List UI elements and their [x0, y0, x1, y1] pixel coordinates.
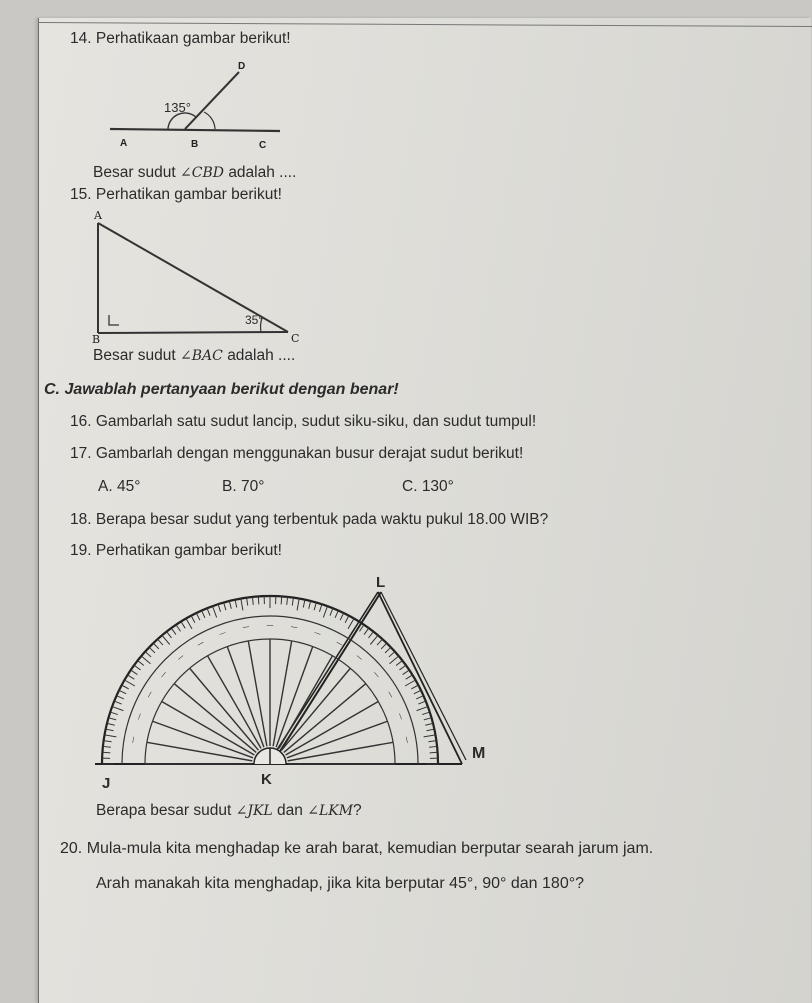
protractor-tick — [319, 604, 321, 612]
q20-value-1: 45° — [449, 875, 474, 892]
protractor-tick — [196, 613, 200, 620]
q20-value-3: 180° — [542, 875, 576, 892]
q15-label-C: C — [291, 332, 300, 345]
q19-label-K: K — [261, 771, 272, 788]
protractor-scale-mark: — — [334, 638, 345, 649]
protractor-tick — [297, 599, 299, 611]
protractor-tick — [411, 685, 418, 689]
protractor-tick — [104, 741, 112, 742]
protractor-scale-mark: — — [354, 652, 365, 663]
q19-number: 19. — [70, 542, 92, 559]
protractor-tick — [241, 599, 243, 611]
protractor-tick — [218, 604, 220, 612]
q17-option-a-label: A. — [98, 478, 113, 495]
protractor-tick — [258, 596, 259, 604]
q20-number: 20. — [60, 840, 83, 857]
protractor-tick — [117, 696, 124, 699]
protractor-tick — [396, 661, 402, 666]
protractor-tick — [106, 729, 114, 731]
q16-number: 16. — [70, 413, 92, 430]
q19-angle-1: ∠JKL — [235, 803, 273, 819]
protractor-tick — [292, 598, 293, 606]
q19-question-mid: dan — [277, 802, 303, 819]
protractor-tick — [114, 701, 121, 704]
protractor-tick — [340, 613, 344, 620]
protractor-tick — [122, 685, 129, 689]
q19-prompt: Perhatikan gambar berikut! — [95, 542, 282, 559]
protractor-tick — [229, 601, 231, 609]
protractor-tick — [303, 600, 305, 608]
protractor-tick — [345, 616, 349, 623]
protractor-tick — [138, 661, 144, 666]
q18-number: 18. — [70, 511, 92, 528]
q19-label-J: J — [102, 775, 111, 792]
q17-number: 17. — [70, 445, 92, 462]
q19-label-M: M — [472, 745, 486, 762]
protractor-tick — [181, 622, 185, 629]
protractor-tick — [112, 707, 123, 711]
q15-prompt: Perhatikan gambar berikut! — [95, 186, 282, 203]
protractor-scale-mark: — — [128, 735, 138, 745]
protractor-scale-mark: — — [241, 622, 251, 632]
q17-option-c-label: C. — [402, 478, 418, 495]
q15-angle-value: 35° — [245, 313, 264, 327]
protractor-tick — [417, 707, 428, 711]
q14-question-tail: adalah .... — [228, 164, 297, 181]
protractor-scale-mark: — — [371, 669, 382, 680]
protractor-tick — [429, 746, 437, 747]
q15-question-angle: ∠BAC — [180, 348, 223, 364]
protractor-tick — [418, 701, 425, 704]
protractor-tick — [314, 603, 316, 611]
protractor-tick — [141, 656, 150, 664]
q18-body: Berapa besar sudut yang terbentuk pada waktu pukul 18.00 WIB? — [95, 511, 549, 528]
protractor-scale-mark: — — [266, 621, 274, 629]
protractor-tick — [309, 601, 311, 609]
protractor-tick — [102, 752, 110, 753]
q20-line1 — [60, 840, 653, 858]
protractor-tick — [167, 632, 172, 638]
q14-label-C: C — [259, 140, 267, 151]
protractor-tick — [389, 652, 395, 657]
protractor-tick — [281, 596, 282, 604]
protractor-scale-mark: — — [217, 628, 228, 639]
protractor-tick — [323, 606, 327, 617]
q20-line2-tail: ? — [575, 875, 585, 892]
protractor-tick — [235, 600, 237, 608]
q20-line2-mid: dan — [510, 875, 538, 892]
q17-body: Gambarlah dengan menggunakan busur derajat sudut berikut! — [95, 445, 524, 462]
protractor-tick — [430, 752, 438, 753]
protractor-tick — [149, 647, 155, 653]
protractor-tick — [207, 608, 210, 615]
q15-label-A: A — [94, 209, 102, 222]
q20-line2: Arah manakah kita menghadap, jika kita berputar 45°, 90° dan 180°? — [96, 875, 585, 892]
protractor-tick — [416, 696, 423, 699]
protractor-tick — [171, 628, 176, 634]
protractor-tick — [370, 635, 378, 644]
protractor-tick — [107, 723, 115, 725]
protractor-tick — [191, 616, 195, 623]
q14-angle-value: 135° — [164, 100, 191, 115]
protractor-tick — [176, 625, 180, 632]
protractor-tick — [335, 611, 338, 618]
protractor-tick — [110, 712, 118, 714]
protractor-tick — [287, 597, 288, 605]
q17-option-b-value: 70° — [240, 478, 265, 495]
q20-value-2: 90° — [482, 875, 507, 892]
protractor-tick — [105, 735, 117, 737]
protractor-scale-mark: — — [175, 652, 186, 663]
protractor-scale-mark: — — [289, 622, 299, 632]
q14-label-B: B — [191, 139, 199, 150]
protractor-scale-mark: — — [144, 689, 155, 700]
q19-question — [96, 802, 362, 820]
protractor-tick — [405, 680, 415, 686]
q14-question-angle: ∠CBD — [180, 165, 224, 181]
protractor-tick — [385, 647, 391, 653]
q14-label-D: D — [238, 61, 246, 72]
protractor-tick — [330, 608, 333, 615]
protractor-tick — [427, 729, 435, 731]
protractor-tick — [406, 675, 413, 679]
q17-option-a-value: 45° — [116, 478, 141, 495]
q16-body: Gambarlah satu sudut lancip, sudut siku-siku, dan sudut tumpul! — [95, 413, 537, 430]
protractor-tick — [158, 639, 163, 645]
protractor-tick — [381, 643, 387, 649]
protractor-tick — [186, 619, 192, 629]
q14-question-lead: Besar sudut — [93, 164, 176, 181]
protractor-tick — [403, 670, 410, 674]
protractor-scale-mark: — — [134, 711, 145, 722]
q15-number: 15. — [70, 186, 92, 203]
protractor-tick — [103, 746, 111, 747]
protractor-tick — [134, 665, 140, 670]
q20-line2-lead: Arah manakah kita menghadap, jika kita berputar — [96, 875, 445, 892]
protractor-scale-mark: — — [195, 638, 206, 649]
q19-question-tail: ? — [353, 802, 362, 819]
protractor-tick — [390, 656, 399, 664]
protractor-tick — [424, 718, 432, 720]
protractor-tick — [109, 718, 117, 720]
protractor-tick — [119, 690, 126, 694]
q17-option-c-value: 130° — [421, 478, 454, 495]
protractor-tick — [125, 680, 135, 686]
protractor-tick — [202, 611, 205, 618]
protractor-tick — [252, 597, 253, 605]
protractor-tick — [153, 643, 159, 649]
q15-question-tail: adalah .... — [227, 347, 296, 364]
q15-label-B: B — [92, 333, 101, 346]
protractor-tick — [162, 635, 170, 644]
protractor-tick — [399, 665, 405, 670]
protractor-tick — [425, 723, 433, 725]
protractor-tick — [224, 603, 226, 611]
protractor-scale-mark: — — [312, 628, 323, 639]
q19-angle-2: ∠LKM — [307, 803, 354, 819]
protractor-tick — [348, 619, 354, 629]
protractor-tick — [414, 690, 421, 694]
q17-option-b-label: B. — [222, 478, 237, 495]
q15-question-lead: Besar sudut — [93, 347, 176, 364]
protractor-tick — [131, 670, 138, 674]
protractor-scale-mark: — — [385, 689, 396, 700]
q20-line1-body: Mula-mula kita menghadap ke arah barat, kemudian berputar searah jarum jam. — [86, 840, 654, 857]
protractor-tick — [428, 741, 436, 742]
q14-number: 14. — [70, 30, 92, 47]
protractor-tick — [247, 598, 248, 606]
protractor-scale-mark: — — [395, 711, 406, 722]
q14-label-A: A — [120, 138, 128, 149]
q19-question-lead: Berapa besar sudut — [96, 802, 232, 819]
protractor-scale-mark: — — [402, 735, 412, 745]
protractor-tick — [422, 712, 430, 714]
protractor-tick — [377, 639, 382, 645]
protractor-scale-mark: — — [158, 669, 169, 680]
protractor-tick — [145, 652, 151, 657]
q14-prompt: Perhatikaan gambar berikut! — [95, 30, 291, 47]
protractor-tick — [128, 675, 135, 679]
protractor-tick — [364, 628, 369, 634]
protractor-tick — [213, 606, 217, 617]
protractor-tick — [369, 632, 374, 638]
q19-label-L: L — [376, 574, 386, 591]
section-c-heading: C. Jawablah pertanyaan berikut dengan benar! — [44, 381, 399, 398]
protractor-tick — [424, 735, 436, 737]
